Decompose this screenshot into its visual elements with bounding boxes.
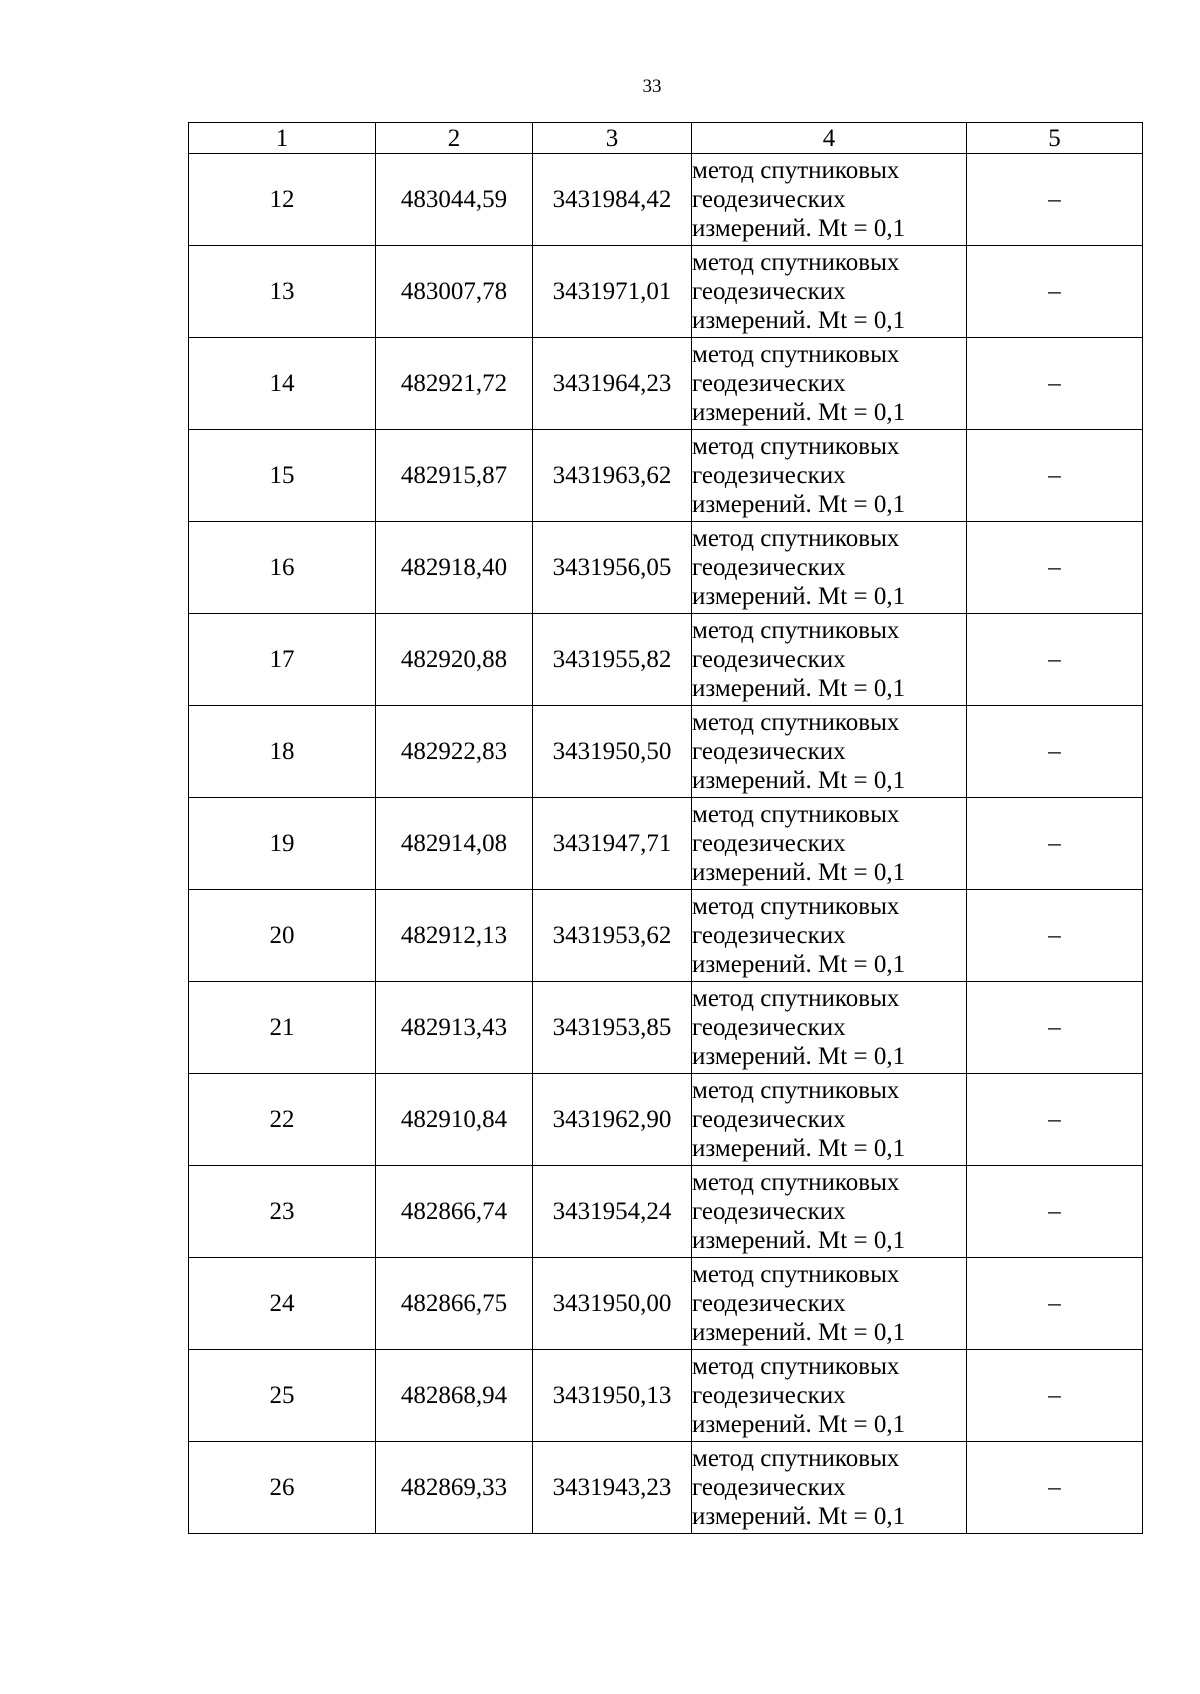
method-text-line: измерений. Mt = 0,1 xyxy=(692,583,906,610)
description-cell: – xyxy=(967,890,1143,982)
y-coordinate-cell: 3431955,82 xyxy=(533,614,692,706)
table-row xyxy=(189,430,1143,522)
method-text-line: измерений. Mt = 0,1 xyxy=(692,307,906,334)
point-number-cell: 21 xyxy=(189,982,376,1074)
method-text-line: геодезических xyxy=(692,554,846,581)
point-number-cell: 26 xyxy=(189,1442,376,1534)
method-cell xyxy=(692,1258,967,1350)
method-text-line: метод спутниковых xyxy=(692,709,900,736)
coordinates-table xyxy=(188,122,1143,1534)
header-col-5: 5 xyxy=(967,123,1143,154)
method-text-line: измерений. Mt = 0,1 xyxy=(692,399,906,426)
description-cell: – xyxy=(967,1258,1143,1350)
table-row xyxy=(189,1350,1143,1442)
table-row xyxy=(189,1166,1143,1258)
method-cell xyxy=(692,154,967,246)
method-text-line: метод спутниковых xyxy=(692,1353,900,1380)
description-cell: – xyxy=(967,706,1143,798)
method-text-line: геодезических xyxy=(692,646,846,673)
table-body xyxy=(189,154,1143,1534)
table-row xyxy=(189,798,1143,890)
table-row xyxy=(189,338,1143,430)
method-text-line: измерений. Mt = 0,1 xyxy=(692,1043,906,1070)
x-coordinate-cell: 483007,78 xyxy=(376,246,533,338)
method-cell xyxy=(692,890,967,982)
table-row xyxy=(189,614,1143,706)
method-text-line: геодезических xyxy=(692,462,846,489)
table-header xyxy=(189,123,1143,154)
method-text-line: метод спутниковых xyxy=(692,525,900,552)
table-row xyxy=(189,1258,1143,1350)
method-text-line: геодезических xyxy=(692,1290,846,1317)
method-cell xyxy=(692,338,967,430)
header-col-1: 1 xyxy=(189,123,376,154)
method-text-line: измерений. Mt = 0,1 xyxy=(692,1411,906,1438)
method-text-line: геодезических xyxy=(692,738,846,765)
point-number-cell: 15 xyxy=(189,430,376,522)
method-text-line: метод спутниковых xyxy=(692,893,900,920)
x-coordinate-cell: 482921,72 xyxy=(376,338,533,430)
y-coordinate-cell: 3431962,90 xyxy=(533,1074,692,1166)
method-text-line: метод спутниковых xyxy=(692,249,900,276)
point-number-cell: 17 xyxy=(189,614,376,706)
method-text-line: измерений. Mt = 0,1 xyxy=(692,675,906,702)
y-coordinate-cell: 3431954,24 xyxy=(533,1166,692,1258)
method-text-line: метод спутниковых xyxy=(692,157,900,184)
method-text-line: измерений. Mt = 0,1 xyxy=(692,1135,906,1162)
page-number: 33 xyxy=(642,76,662,97)
method-text-line: измерений. Mt = 0,1 xyxy=(692,1227,906,1254)
description-cell: – xyxy=(967,522,1143,614)
table-row xyxy=(189,1442,1143,1534)
description-cell: – xyxy=(967,614,1143,706)
x-coordinate-cell: 482868,94 xyxy=(376,1350,533,1442)
y-coordinate-cell: 3431950,13 xyxy=(533,1350,692,1442)
x-coordinate-cell: 482920,88 xyxy=(376,614,533,706)
method-text-line: геодезических xyxy=(692,1198,846,1225)
method-text-line: измерений. Mt = 0,1 xyxy=(692,1319,906,1346)
point-number-cell: 18 xyxy=(189,706,376,798)
method-text-line: измерений. Mt = 0,1 xyxy=(692,767,906,794)
method-text-line: измерений. Mt = 0,1 xyxy=(692,1503,906,1530)
description-cell: – xyxy=(967,338,1143,430)
method-cell xyxy=(692,1074,967,1166)
method-text-line: метод спутниковых xyxy=(692,617,900,644)
description-cell: – xyxy=(967,1442,1143,1534)
header-col-2: 2 xyxy=(376,123,533,154)
method-text-line: измерений. Mt = 0,1 xyxy=(692,215,906,242)
method-text-line: метод спутниковых xyxy=(692,1077,900,1104)
header-col-3: 3 xyxy=(533,123,692,154)
x-coordinate-cell: 482869,33 xyxy=(376,1442,533,1534)
x-coordinate-cell: 482910,84 xyxy=(376,1074,533,1166)
description-cell: – xyxy=(967,1166,1143,1258)
y-coordinate-cell: 3431953,85 xyxy=(533,982,692,1074)
header-col-4: 4 xyxy=(692,123,967,154)
y-coordinate-cell: 3431963,62 xyxy=(533,430,692,522)
table-row xyxy=(189,982,1143,1074)
point-number-cell: 19 xyxy=(189,798,376,890)
method-text-line: геодезических xyxy=(692,830,846,857)
point-number-cell: 23 xyxy=(189,1166,376,1258)
x-coordinate-cell: 482915,87 xyxy=(376,430,533,522)
y-coordinate-cell: 3431964,23 xyxy=(533,338,692,430)
method-cell xyxy=(692,1166,967,1258)
method-text-line: метод спутниковых xyxy=(692,985,900,1012)
x-coordinate-cell: 482914,08 xyxy=(376,798,533,890)
method-text-line: метод спутниковых xyxy=(692,1261,900,1288)
point-number-cell: 24 xyxy=(189,1258,376,1350)
description-cell: – xyxy=(967,1074,1143,1166)
method-text-line: геодезических xyxy=(692,1474,846,1501)
method-cell xyxy=(692,522,967,614)
y-coordinate-cell: 3431947,71 xyxy=(533,798,692,890)
x-coordinate-cell: 482912,13 xyxy=(376,890,533,982)
method-text-line: измерений. Mt = 0,1 xyxy=(692,491,906,518)
method-text-line: измерений. Mt = 0,1 xyxy=(692,951,906,978)
table-row xyxy=(189,1074,1143,1166)
method-text-line: метод спутниковых xyxy=(692,1445,900,1472)
x-coordinate-cell: 482866,75 xyxy=(376,1258,533,1350)
description-cell: – xyxy=(967,246,1143,338)
method-text-line: геодезических xyxy=(692,370,846,397)
method-text-line: геодезических xyxy=(692,922,846,949)
x-coordinate-cell: 482918,40 xyxy=(376,522,533,614)
point-number-cell: 22 xyxy=(189,1074,376,1166)
method-cell xyxy=(692,982,967,1074)
method-text-line: измерений. Mt = 0,1 xyxy=(692,859,906,886)
y-coordinate-cell: 3431950,00 xyxy=(533,1258,692,1350)
method-cell xyxy=(692,798,967,890)
description-cell: – xyxy=(967,1350,1143,1442)
x-coordinate-cell: 482922,83 xyxy=(376,706,533,798)
table-row xyxy=(189,246,1143,338)
method-text-line: метод спутниковых xyxy=(692,433,900,460)
description-cell: – xyxy=(967,430,1143,522)
description-cell: – xyxy=(967,798,1143,890)
method-cell xyxy=(692,1350,967,1442)
table-row xyxy=(189,154,1143,246)
method-text-line: геодезических xyxy=(692,1382,846,1409)
x-coordinate-cell: 482913,43 xyxy=(376,982,533,1074)
table-row xyxy=(189,522,1143,614)
point-number-cell: 12 xyxy=(189,154,376,246)
point-number-cell: 14 xyxy=(189,338,376,430)
y-coordinate-cell: 3431943,23 xyxy=(533,1442,692,1534)
method-cell xyxy=(692,430,967,522)
point-number-cell: 25 xyxy=(189,1350,376,1442)
table-row xyxy=(189,706,1143,798)
x-coordinate-cell: 482866,74 xyxy=(376,1166,533,1258)
description-cell: – xyxy=(967,154,1143,246)
method-cell xyxy=(692,706,967,798)
description-cell: – xyxy=(967,982,1143,1074)
method-text-line: геодезических xyxy=(692,1014,846,1041)
method-cell xyxy=(692,1442,967,1534)
y-coordinate-cell: 3431971,01 xyxy=(533,246,692,338)
y-coordinate-cell: 3431950,50 xyxy=(533,706,692,798)
x-coordinate-cell: 483044,59 xyxy=(376,154,533,246)
point-number-cell: 16 xyxy=(189,522,376,614)
table-row xyxy=(189,890,1143,982)
y-coordinate-cell: 3431953,62 xyxy=(533,890,692,982)
method-text-line: геодезических xyxy=(692,1106,846,1133)
method-text-line: метод спутниковых xyxy=(692,1169,900,1196)
y-coordinate-cell: 3431984,42 xyxy=(533,154,692,246)
method-text-line: геодезических xyxy=(692,278,846,305)
method-text-line: геодезических xyxy=(692,186,846,213)
method-cell xyxy=(692,614,967,706)
header-row xyxy=(189,123,1143,154)
point-number-cell: 20 xyxy=(189,890,376,982)
method-text-line: метод спутниковых xyxy=(692,341,900,368)
y-coordinate-cell: 3431956,05 xyxy=(533,522,692,614)
point-number-cell: 13 xyxy=(189,246,376,338)
method-text-line: метод спутниковых xyxy=(692,801,900,828)
method-cell xyxy=(692,246,967,338)
